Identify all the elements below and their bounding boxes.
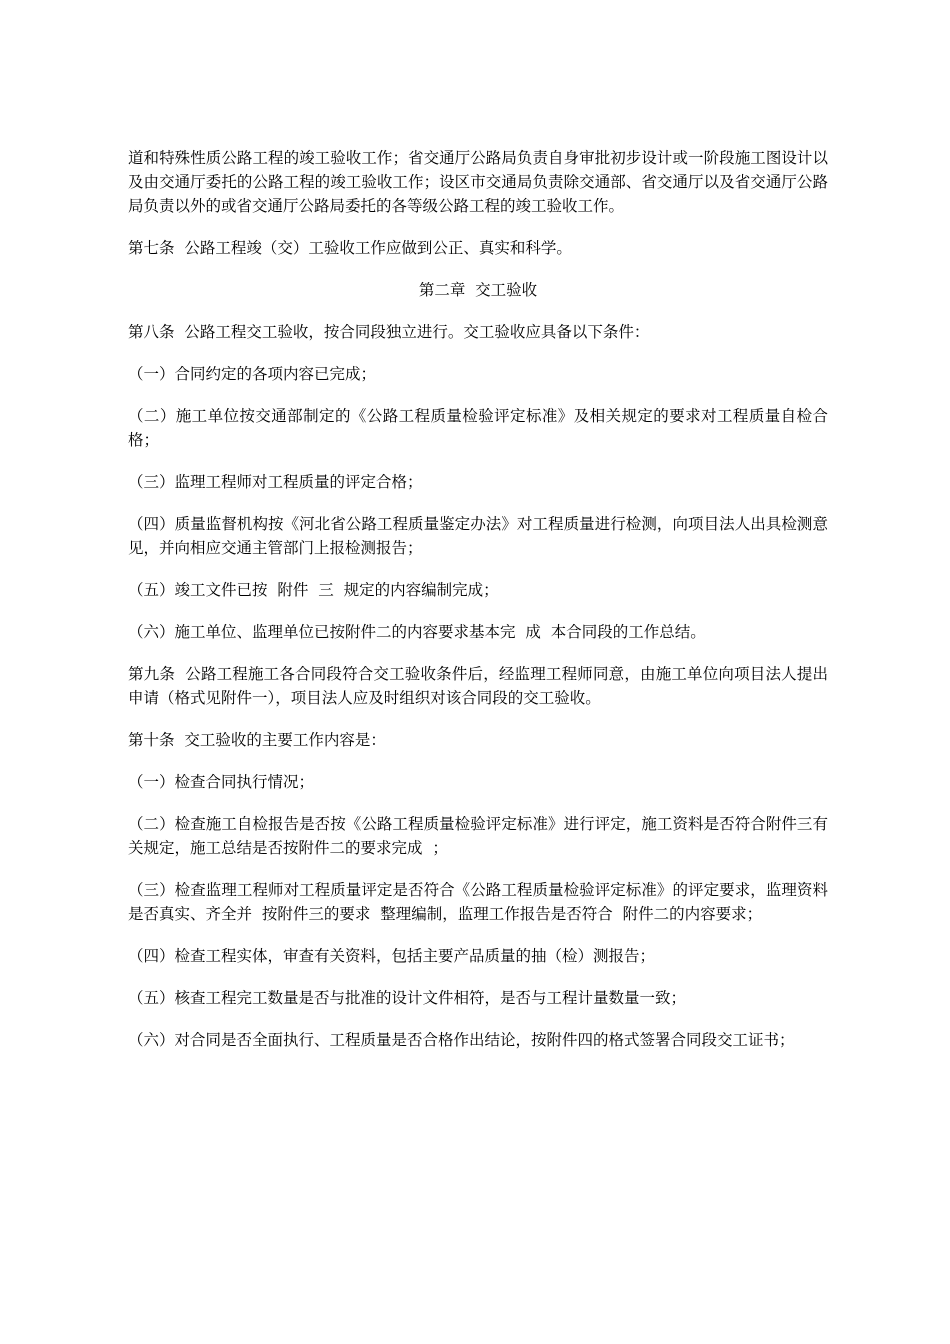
article-9: 第九条 公路工程施工各合同段符合交工验收条件后，经监理工程师同意，由施工单位向项目法人提出申请（格式见附件一），项目法人应及时组织对该合同段的交工验收。 [128, 665, 828, 707]
list-item: （一）检查合同执行情况； [128, 773, 315, 791]
list-item: （六）施工单位、监理单位已按附件二的内容要求基本完 成 本合同段的工作总结。 [128, 623, 706, 641]
list-item: （二）施工单位按交通部制定的《公路工程质量检验评定标准》及相关规定的要求对工程质量自检合格； [128, 407, 828, 449]
list-item: （五）竣工文件已按 附件 三 规定的内容编制完成； [128, 581, 499, 599]
list-item: （三）监理工程师对工程质量的评定合格； [128, 473, 423, 491]
list-item: （二）检查施工自检报告是否按《公路工程质量检验评定标准》进行评定，施工资料是否符合附件三有关规定，施工总结是否按附件二的要求完成 ； [128, 815, 828, 857]
article-7: 第七条 公路工程竣（交）工验收工作应做到公正、真实和科学。 [128, 239, 572, 257]
paragraph: 道和特殊性质公路工程的竣工验收工作；省交通厅公路局负责自身审批初步设计或一阶段施工图设计以及由交通厅委托的公路工程的竣工验收工作；设区市交通局负责除交通部、省交通厅以及省交通厅公路局负责以外的或省交通厅公路局委托的各等级公路工程的竣工验收工作。 [128, 149, 828, 215]
list-item: （四）检查工程实体，审查有关资料，包括主要产品质量的抽（检）测报告； [128, 947, 656, 965]
list-item: （六）对合同是否全面执行、工程质量是否合格作出结论，按附件四的格式签署合同段交工证书； [128, 1031, 795, 1049]
list-item: （一）合同约定的各项内容已完成； [128, 365, 377, 383]
chapter-heading: 第二章 交工验收 [418, 281, 538, 299]
list-item: （四）质量监督机构按《河北省公路工程质量鉴定办法》对工程质量进行检测，向项目法人出具检测意见，并向相应交通主管部门上报检测报告； [128, 515, 828, 557]
article-8: 第八条 公路工程交工验收，按合同段独立进行。交工验收应具备以下条件： [128, 323, 650, 341]
list-item: （五）核查工程完工数量是否与批准的设计文件相符，是否与工程计量数量一致； [128, 989, 687, 1007]
list-item: （三）检查监理工程师对工程质量评定是否符合《公路工程质量检验评定标准》的评定要求，监理资料是否真实、齐全并 按附件三的要求 整理编制，监理工作报告是否符合 附件二的内容要求； [128, 881, 828, 923]
document-body [128, 146, 828, 1070]
article-10: 第十条 交工验收的主要工作内容是： [128, 731, 386, 749]
